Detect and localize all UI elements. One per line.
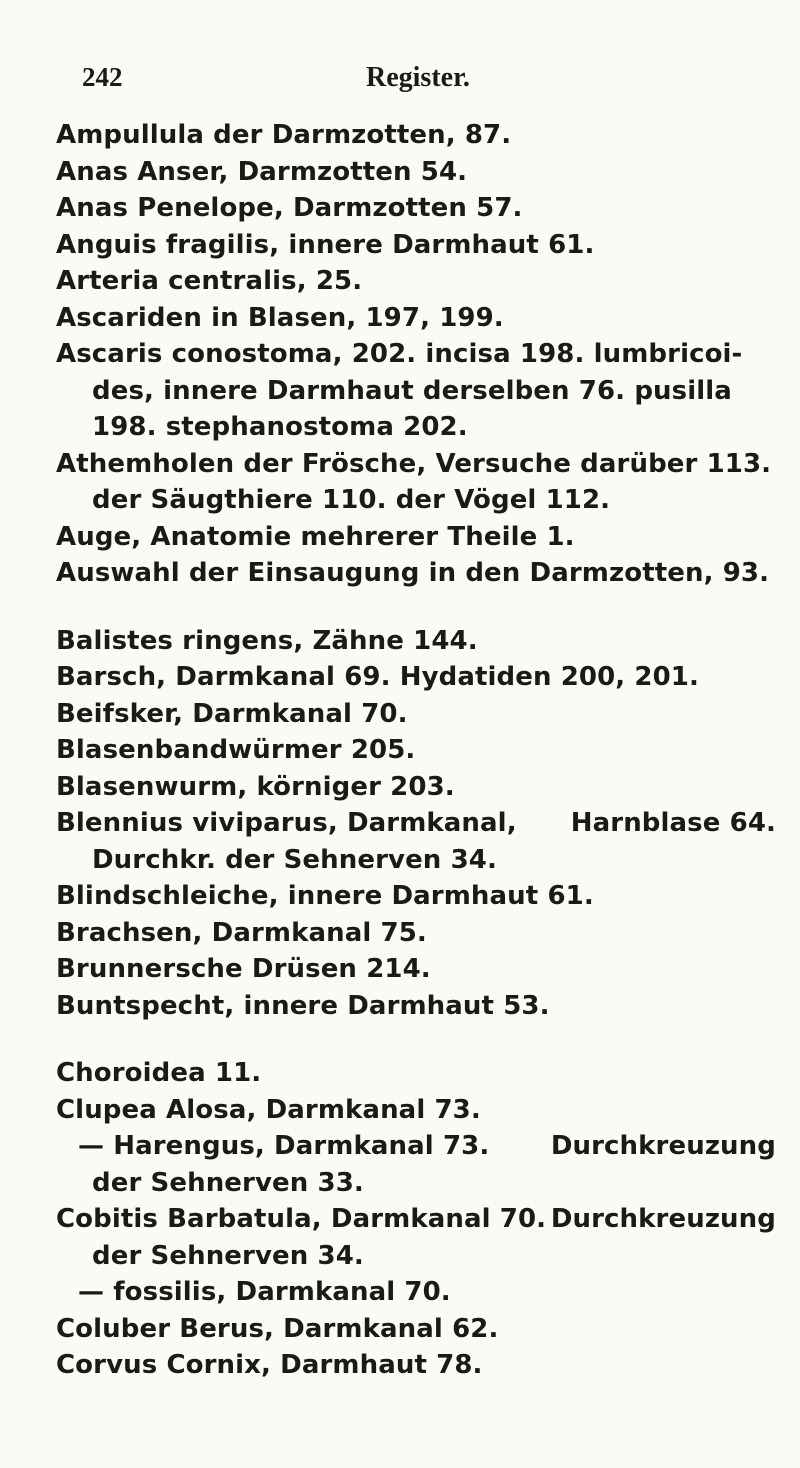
index-entry: Ascaris conostoma, 202. incisa 198. lumbricoi- [56, 339, 743, 369]
index-section [56, 117, 776, 592]
page-number: 242 [82, 62, 123, 92]
entry-continuation: 198. stephanostoma 202. [92, 412, 468, 442]
index-entry: Beifsker, Darmkanal 70. [56, 698, 408, 729]
index-entry: Ascariden in Blasen, 197, 199. [56, 302, 504, 333]
entry-text-right: Durchkreuzung [550, 1131, 776, 1161]
page-header [82, 62, 582, 102]
index-entry: Clupea Alosa, Darmkanal 73. [56, 1094, 481, 1125]
index-entry: Ampullula der Darmzotten, 87. [56, 120, 512, 150]
index-entry: Arteria centralis, 25. [56, 266, 363, 296]
entry-continuation: der Sehnerven 33. [92, 1167, 364, 1198]
index-entry: Balistes ringens, Zähne 144. [56, 625, 478, 656]
index-entry: Anguis fragilis, innere Darmhaut 61. [56, 229, 595, 260]
index-entry: Anas Penelope, Darmzotten 57. [56, 193, 523, 223]
index-entry: Blasenbandwürmer 205. [56, 735, 416, 765]
index-entry: Brunnersche Drüsen 214. [56, 954, 431, 984]
index-entry: Auswahl der Einsaugung in den Darmzotten, 93. [56, 558, 770, 588]
index-entry: Blasenwurm, körniger 203. [56, 771, 455, 802]
index-entry: Buntspecht, innere Darmhaut 53. [56, 990, 550, 1021]
index-entry: Choroidea 11. [56, 1058, 262, 1088]
entry-text: Cobitis Barbatula, Darmkanal 70. [56, 1204, 547, 1234]
entry-continuation: der Sehnerven 34. [92, 1240, 364, 1271]
index-section [56, 1055, 776, 1384]
index-entry: Blindschleiche, innere Darmhaut 61. [56, 881, 594, 911]
index-entry: Anas Anser, Darmzotten 54. [56, 156, 468, 187]
entry-text: — Harengus, Darmkanal 73. [78, 1131, 490, 1161]
entry-text-right: Durchkreuzung [550, 1204, 776, 1234]
entry-text: Blennius viviparus, Darmkanal, [56, 808, 517, 838]
entry-continuation: des, innere Darmhaut derselben 76. pusilla [92, 375, 732, 406]
index-entry: Brachsen, Darmkanal 75. [56, 917, 427, 948]
index-entry [56, 805, 776, 842]
index-entry [56, 1201, 776, 1238]
index-section [56, 623, 776, 1025]
running-head: Register. [366, 62, 470, 93]
index-entry: Auge, Anatomie mehrerer Theile 1. [56, 521, 575, 552]
index-entry [56, 1128, 776, 1165]
entry-text-right: Harnblase 64. [570, 808, 776, 838]
entry-continuation: Durchkr. der Sehnerven 34. [92, 844, 497, 875]
index-entry: Athemholen der Frösche, Versuche darüber 113. [56, 448, 772, 479]
register-index [56, 117, 776, 1415]
entry-continuation: der Säugthiere 110. der Vögel 112. [92, 485, 611, 515]
index-entry: Barsch, Darmkanal 69. Hydatiden 200, 201. [56, 662, 699, 692]
index-entry: Coluber Berus, Darmkanal 62. [56, 1313, 499, 1344]
index-entry: — fossilis, Darmkanal 70. [78, 1277, 451, 1307]
index-entry: Corvus Cornix, Darmhaut 78. [56, 1350, 483, 1380]
